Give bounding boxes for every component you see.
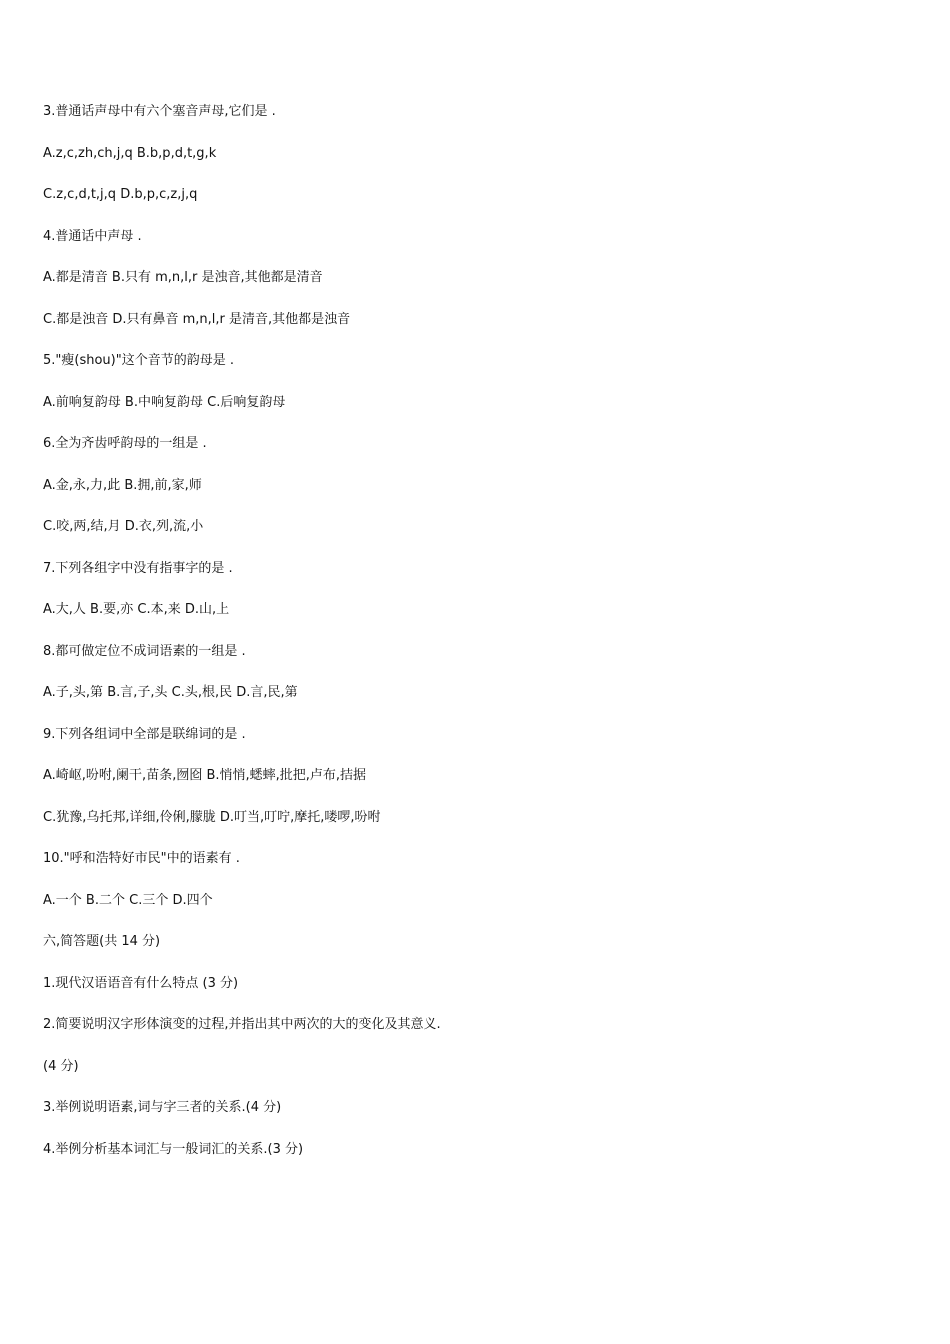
- question-6-options-ab: A.金,永,力,此 B.拥,前,家,师: [43, 477, 202, 493]
- short-answer-2: 2.简要说明汉字形体演变的过程,并指出其中两次的大的变化及其意义.: [43, 1017, 441, 1032]
- question-8-options: A.子,头,第 B.言,子,头 C.头,根,民 D.言,民,第: [43, 685, 298, 700]
- question-3-options-ab: A.z,c,zh,ch,j,q B.b,p,d,t,g,k: [43, 145, 217, 161]
- document-body: [43, 102, 903, 1181]
- question-9: 9.下列各组词中全部是联绵词的是 .: [43, 726, 246, 742]
- short-answer-1: 1.现代汉语语音有什么特点 (3 分): [43, 975, 239, 991]
- question-3-options-cd: C.z,c,d,t,j,q D.b,p,c,z,j,q: [43, 187, 198, 202]
- question-10: 10."呼和浩特好市民"中的语素有 .: [43, 851, 240, 866]
- question-5-options: A.前响复韵母 B.中响复韵母 C.后响复韵母: [43, 394, 286, 410]
- short-answer-3: 3.举例说明语素,词与字三者的关系.(4 分): [43, 1100, 282, 1115]
- question-4: 4.普通话中声母 .: [43, 228, 142, 244]
- question-4-options-cd: C.都是浊音 D.只有鼻音 m,n,l,r 是清音,其他都是浊音: [43, 311, 351, 327]
- question-9-options-cd: C.犹豫,乌托邦,详细,伶俐,朦胧 D.叮当,叮咛,摩托,喽啰,吩咐: [43, 809, 381, 825]
- question-9-options-ab: A.崎岖,吩咐,阑干,苗条,囫囵 B.悄悄,蟋蟀,批把,卢布,拮据: [43, 768, 367, 783]
- question-6: 6.全为齐齿呼韵母的一组是 .: [43, 436, 207, 451]
- question-5: 5."瘦(shou)"这个音节的韵母是 .: [43, 353, 234, 368]
- question-4-options-ab: A.都是清音 B.只有 m,n,l,r 是浊音,其他都是清音: [43, 270, 323, 285]
- short-answer-2-points: (4 分): [43, 1058, 79, 1074]
- question-7: 7.下列各组字中没有指事字的是 .: [43, 560, 233, 576]
- question-10-options: A.一个 B.二个 C.三个 D.四个: [43, 892, 213, 908]
- section-heading-short-answer: 六,简答题(共 14 分): [43, 934, 161, 949]
- question-8: 8.都可做定位不成词语素的一组是 .: [43, 643, 246, 659]
- short-answer-4: 4.举例分析基本词汇与一般词汇的关系.(3 分): [43, 1141, 304, 1157]
- question-7-options: A.大,人 B.要,亦 C.本,来 D.山,上: [43, 602, 230, 617]
- question-6-options-cd: C.咬,两,结,月 D.衣,列,流,小: [43, 519, 204, 534]
- question-3: 3.普通话声母中有六个塞音声母,它们是 .: [43, 104, 276, 119]
